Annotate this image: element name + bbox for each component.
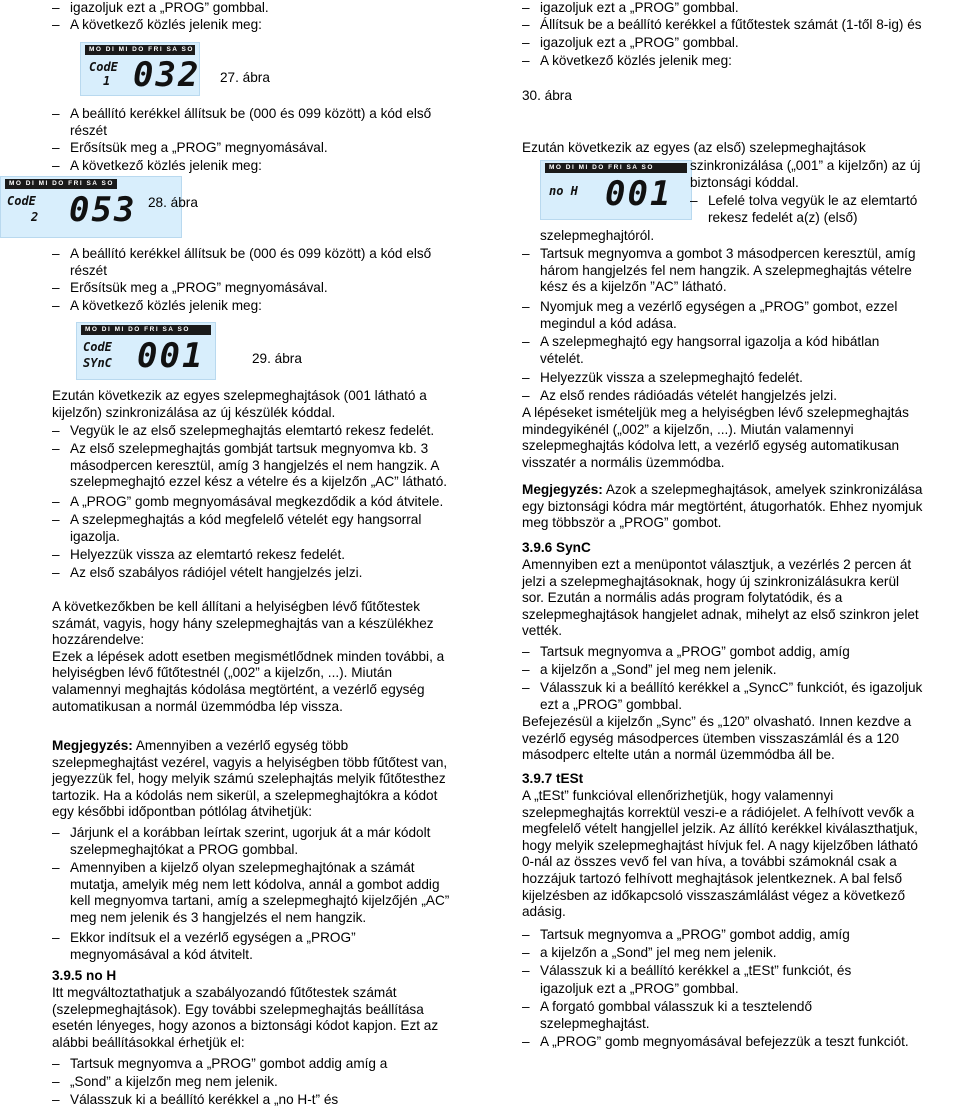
section-heading: 3.9.5 no H	[52, 968, 117, 983]
list-item: – Lefelé tolva vegyük le az elemtartó rekesz fedelét a(z) (első)	[690, 193, 917, 226]
list-item: – Tartsuk megnyomva a „PROG” gombot addig, amíg	[522, 644, 850, 661]
figure-caption: 29. ábra	[252, 351, 302, 366]
list-item: – A „PROG” gomb megnyomásával megkezdődik a kód átvitele.	[52, 494, 443, 511]
note-paragraph: Megjegyzés: Amennyiben a vezérlő egység több szelepmeghajtást vezérel, vagyis a helyiségben több fűtőtest van, jegyezzük fel, hogy melyik számú szelephajtás melyik fűtőtesthez tartozik. Ha a kódolás nem sikerül, a szelepmeghajtókra a kódot egy későbbi időpontban pótlólag átvihetjük:	[52, 738, 448, 820]
paragraph: szelepmeghajtóról.	[540, 228, 655, 243]
paragraph: Ezután következik az egyes szelepmeghajtások (001 látható a kijelzőn) szinkronizálása az új készülék kóddal.	[52, 388, 427, 420]
figure-caption: 27. ábra	[220, 70, 270, 85]
lcd-small-text: 1	[103, 74, 111, 88]
list-item: – Az első szelepmeghajtás gombját tartsuk megnyomva kb. 3 másodpercen keresztül, amíg 3 hangjelzés el nem hangzik. A szelepmeghajtó ezzel kész a vételre és a kijelzőn „AC” látható.	[52, 441, 447, 491]
list-item: – Állítsuk be a beállító kerékkel a fűtőtestek számát (1-től 8-ig) és	[522, 17, 922, 34]
note-paragraph: Megjegyzés: Azok a szelepmeghajtások, amelyek szinkronizálása egy biztonsági kódra már megtörtént, átugorhatók. Ehhez nyomjuk meg többször a „PROG” gombot.	[522, 482, 923, 531]
lcd-big-digits: 032	[133, 55, 201, 95]
section-heading: 3.9.6 SynC	[522, 540, 591, 555]
list-item: – A következő közlés jelenik meg:	[52, 17, 262, 34]
list-item: – Helyezzük vissza az elemtartó rekesz fedelét.	[52, 547, 345, 564]
list-item: – A szelepmeghajtás a kód megfelelő vételét egy hangsorral igazolja.	[52, 512, 421, 545]
list-item: – Járjunk el a korábban leírtak szerint, ugorjuk át a már kódolt szelepmeghajtókat a PROG gombbal.	[52, 825, 430, 858]
paragraph: Ezután következik az egyes (az első) szelepmeghajtások	[522, 140, 866, 155]
list-item: – A következő közlés jelenik meg:	[52, 298, 262, 315]
figure-caption: 30. ábra	[522, 88, 572, 103]
lcd-days: MO DI MI DO FRI SA SO	[5, 179, 117, 189]
note-label: Megjegyzés:	[522, 482, 603, 497]
list-item: – A beállító kerékkel állítsuk be (000 és 099 között) a kód első részét	[52, 106, 431, 139]
paragraph: Itt megváltoztathatjuk a szabályozandó fűtőtestek számát (szelepmeghajtások). Egy további szelepmeghajtás beállítása esetén lényeges, hogy azonos a biztonsági kódot kapjon. Ezt az alábbi beállításokkal érhetjük el:	[52, 985, 439, 1050]
list-item: – „Sond” a kijelzőn meg nem jelenik.	[52, 1074, 278, 1091]
list-item: – Erősítsük meg a „PROG” megnyomásával.	[52, 280, 328, 297]
lcd-small-text: CodE	[7, 194, 36, 208]
paragraph: szinkronizálása („001” a kijelzőn) az új biztonsági kóddal.	[690, 158, 921, 190]
lcd-days: MO DI MI DO FRI SA SO	[85, 45, 195, 55]
list-item: – Tartsuk megnyomva a „PROG” gombot addig, amíg	[522, 927, 850, 944]
paragraph: Amennyiben ezt a menüpontot választjuk, a vezérlés 2 percen át jelzi a szelepmeghajtásoknak, hogy új szinkronizálásukra kerül sor. Ezután a normális adás program folytatódik, és a szelepmeghajtások hangjelet adnak, mihelyt az első szinkron jelet vették.	[522, 557, 919, 639]
list-item: – Válasszuk ki a beállító kerékkel a „SyncC” funkciót, és igazoljuk ezt a „PROG” gombbal.	[522, 680, 922, 713]
lcd-display-fig27	[80, 42, 200, 96]
lcd-big-digits: 053	[69, 190, 137, 230]
list-item: – Helyezzük vissza a szelepmeghajtó fedelét.	[522, 370, 803, 387]
lcd-big-digits: 001	[605, 174, 673, 214]
list-item: – igazoljuk ezt a „PROG” gombbal.	[522, 35, 739, 52]
lcd-small-text: no H	[549, 184, 578, 198]
list-item: – Tartsuk megnyomva a gombot 3 másodpercen keresztül, amíg három hangjelzés fel nem hangzik. A szelepmeghajtás vételre kész és a kijelzőn ”AC” látható.	[522, 246, 916, 296]
list-item: – A szelepmeghajtó egy hangsorral igazolja a kód hibátlan vételét.	[522, 334, 879, 367]
list-item: – Az első rendes rádióadás vételét hangjelzés jelzi.	[522, 388, 837, 405]
lcd-small-text: CodE	[89, 60, 118, 74]
lcd-small-text: CodE	[83, 340, 112, 354]
section-heading: 3.9.7 tESt	[522, 771, 584, 786]
list-item: – a kijelzőn a „Sond” jel meg nem jelenik.	[522, 945, 777, 962]
list-item: – igazoljuk ezt a „PROG” gombbal.	[52, 0, 269, 17]
list-item: – A következő közlés jelenik meg:	[52, 158, 262, 175]
lcd-display-fig29	[76, 322, 216, 380]
list-item: – A forgató gombbal válasszuk ki a tesztelendő szelepmeghajtást.	[522, 999, 812, 1032]
list-item: – Ekkor indítsuk el a vezérlő egységen a „PROG” megnyomásával a kód átvitelt.	[52, 930, 356, 963]
list-item: – Vegyük le az első szelepmeghajtás elemtartó rekesz fedelét.	[52, 423, 434, 440]
list-item: – Az első szabályos rádiójel vételt hangjelzés jelzi.	[52, 565, 362, 582]
paragraph: A következőkben be kell állítani a helyiségben lévő fűtőtestek számát, vagyis, hogy hány szelepmeghajtás van a készülékhez hozzárendelve: Ezek a lépések adott esetben megismétlődnek minden további, a helyiségben lévő fűtőtestnél („002” a kijelzőn, ...). Miután valamennyi meghajtás kódolása megtörtént, a vezérlő egység automatikusan a normál üzemmódba lép vissza.	[52, 599, 445, 714]
paragraph: A lépéseket ismételjük meg a helyiségben lévő szelepmeghajtás mindegyikénél („002” a kijelzőn, ...). Miután valamennyi szelepmeghajtás kódolva lett, a vezérlő egység automatikusan visszatér a normális üzemmódba.	[522, 405, 909, 470]
note-label: Megjegyzés:	[52, 738, 133, 753]
paragraph: igazoljuk ezt a „PROG” gombbal.	[540, 981, 739, 996]
list-item: – Nyomjuk meg a vezérlő egységen a „PROG” gombot, ezzel megindul a kód adása.	[522, 299, 897, 332]
paragraph: Befejezésül a kijelzőn „Sync” és „120” olvasható. Innen kezdve a vezérlő egység másodperces ütemben visszaszámlál és a 120 másodperc eltelte után a normál üzemmódba áll be.	[522, 714, 912, 763]
list-item: – Válasszuk ki a beállító kerékkel a „tESt” funkciót, és	[522, 963, 851, 980]
lcd-display-fig30	[540, 160, 692, 220]
list-item: – Erősítsük meg a „PROG” megnyomásával.	[52, 140, 328, 157]
list-item: – Amennyiben a kijelző olyan szelepmeghajtónak a számát mutatja, amelyik még nem lett kódolva, annál a gombot addig kell megnyomva tartani, amíg a szelepmeghajtó kijelzőjén „AC” meg nem jelenik és 3 hangjelzés el nem hangzik.	[52, 860, 449, 926]
list-item: – a kijelzőn a „Sond” jel meg nem jelenik.	[522, 662, 777, 679]
lcd-big-digits: 001	[137, 336, 205, 376]
list-item: – A „PROG” gomb megnyomásával befejezzük a teszt funkciót.	[522, 1034, 909, 1051]
lcd-days: MO DI MI DO FRI SA SO	[81, 325, 211, 335]
list-item: – Válasszuk ki a beállító kerékkel a „no H-t” és	[52, 1092, 338, 1109]
lcd-days: MO DI MI DO FRI SA SO	[545, 163, 687, 173]
figure-caption: 28. ábra	[148, 195, 198, 210]
paragraph: A „tESt” funkcióval ellenőrizhetjük, hogy valamennyi szelepmeghajtás korrektül veszi-e a rádiójelet. A felhívott vevők a megfelelő vételt hangjellel jelzik. Az állító kerékkel kiválaszthatjuk, hogy melyik szelepmeghajtást hívjuk fel. A nagy kijelzőben látható 0-nál az összes vevő fel van híva, a további számoknál csak a hozzájuk tartozó felhívott meghajtások jelentkeznek. A bal felső kijelzésben az időkapcsoló visszaszámlálást végez a következő adásig.	[522, 788, 918, 920]
list-item: – A következő közlés jelenik meg:	[522, 53, 732, 70]
lcd-small-text: SYnC	[83, 356, 112, 370]
list-item: – Tartsuk megnyomva a „PROG” gombot addig amíg a	[52, 1056, 387, 1073]
list-item: – igazoljuk ezt a „PROG” gombbal.	[522, 0, 739, 17]
lcd-small-text: 2	[31, 210, 39, 224]
list-item: – A beállító kerékkel állítsuk be (000 és 099 között) a kód első részét	[52, 246, 431, 279]
